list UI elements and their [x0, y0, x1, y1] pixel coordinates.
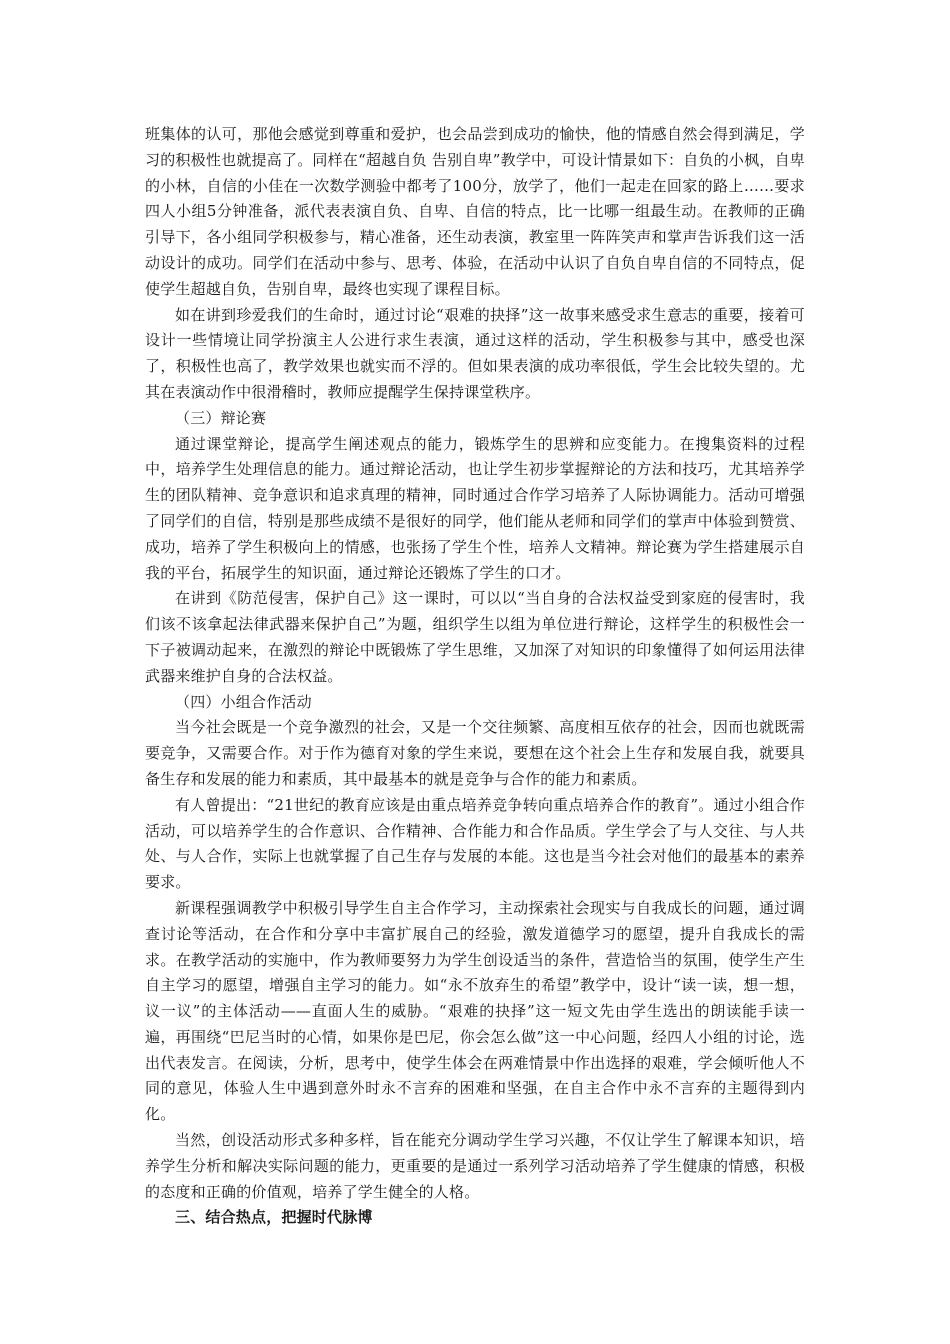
paragraph-4: 在讲到《防范侵害，保护自己》这一课时，可以以“当自身的合法权益受到家庭的侵害时，我们该不该拿起法律武器来保护自己”为题，组织学生以组为单位进行辩论，这样学生的积极性会一下子被调动起来，在激烈的辩论中既锻炼了学生思维，又加深了对知识的印象懂得了如何运用法律武器来维护自身的合法权益。: [145, 589, 805, 685]
paragraph-2: 如在讲到珍爱我们的生命时，通过讨论“艰难的抉择”这一故事来感受求生意志的重要，接着可设计一些情境让同学扮演主人公进行求生表演，通过这样的活动，学生积极参与其中，感受也深了，积极性也高了，教学效果也就实而不浮的。但如果表演的成功率很低，学生会比较失望的。尤其在表演动作中很滑稽时，教师应提醒学生保持课堂秩序。: [145, 305, 805, 401]
section-heading-debate: （三）辩论赛: [175, 408, 267, 427]
paragraph-8: 当然，创设活动形式多种多样，旨在能充分调动学生学习兴趣，不仅让学生了解课本知识，培养学生分析和解决实际问题的能力，更重要的是通过一系列学习活动培养了学生健康的情感，积极的态度和正确的价值观，培养了学生健全的人格。: [145, 1131, 805, 1201]
paragraph-5: 当今社会既是一个竞争激烈的社会，又是一个交往频繁、高度相互依存的社会，因而也就既需要竞争，又需要合作。对于作为德育对象的学生来说，要想在这个社会上生存和发展自我，就要具备生存和发展的能力和素质，其中最基本的就是竞争与合作的能力和素质。: [145, 718, 805, 788]
section-heading-hot-topics: 三、结合热点，把握时代脉博: [175, 1208, 373, 1227]
paragraph-1: 班集体的认可，那他会感觉到尊重和爱护，也会品尝到成功的愉快，他的情感自然会得到满足，学习的积极性也就提高了。同样在“超越自负 告别自卑”教学中，可设计情景如下：自负的小枫，自卑的小林，自信的小佳在一次数学测验中都考了100分，放学了，他们一起走在回家的路上……要求四人小组5分钟准备，派代表表演自负、自卑、自信的特点，比一比哪一组最生动。在教师的正确引导下，各小组同学积极参与，精心准备，还生动表演，教室里一阵阵笑声和掌声告诉我们这一活动设计的成功。同学们在活动中参与、思考、体验，在活动中认识了自负自卑自信的不同特点，促使学生超越自负，告别自卑，最终也实现了课程目标。: [145, 125, 805, 298]
paragraph-6: 有人曾提出：“21世纪的教育应该是由重点培养竞争转向重点培养合作的教育”。通过小组合作活动，可以培养学生的合作意识、合作精神、合作能力和合作品质。学生学会了与人交往、与人共处、与人合作，实际上也就掌握了自己生存与发展的本能。这也是当今社会对他们的最基本的素养要求。: [145, 795, 805, 892]
paragraph-3: 通过课堂辩论，提高学生阐述观点的能力，锻炼学生的思辨和应变能力。在搜集资料的过程中，培养学生处理信息的能力。通过辩论活动，也让学生初步掌握辩论的方法和技巧，尤其培养学生的团队精神、竞争意识和追求真理的精神，同时通过合作学习培养了人际协调能力。活动可增强了同学们的自信，特别是那些成绩不是很好的同学，他们能从老师和同学们的掌声中体验到赞赏、成功，培养了学生积极向上的情感，也张扬了学生个性，培养人文精神。辩论赛为学生搭建展示自我的平台，拓展学生的知识面，通过辩论还锻炼了学生的口才。: [145, 434, 805, 582]
document-body: [145, 122, 805, 1231]
paragraph-7: 新课程强调教学中积极引导学生自主合作学习，主动探索社会现实与自我成长的问题，通过调查讨论等活动，在合作和分享中丰富扩展自己的经验，激发道德学习的愿望，提升自我成长的需求。在教学活动的实施中，作为教师要努力为学生创设适当的条件，营造恰当的氛围，使学生产生自主学习的愿望，增强自主学习的能力。如“永不放弃生的希望”教学中，设计“读一读，想一想，议一议”的主体活动——直面人生的威胁。“艰难的抉择”这一短文先由学生选出的朗读能手读一遍，再围绕“巴尼当时的心情，如果你是巴尼，你会怎么做”这一中心问题，经四人小组的讨论，选出代表发言。在阅读，分析，思考中，使学生体会在两难情景中作出选择的艰难，学会倾听他人不同的意见，体验人生中遇到意外时永不言弃的困难和坚强，在自主合作中永不言弃的主题得到内化。: [145, 898, 805, 1124]
section-heading-group-activity: （四）小组合作活动: [175, 692, 312, 711]
